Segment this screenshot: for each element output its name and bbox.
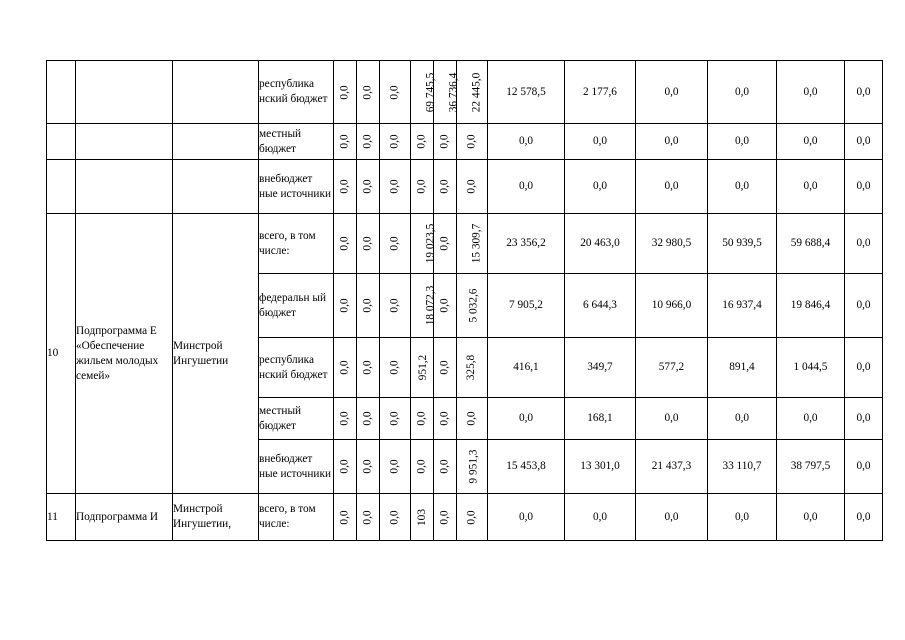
rotated-value-cell (411, 494, 434, 541)
value-cell: 0,0 (777, 398, 845, 440)
value-cell: 0,0 (777, 124, 845, 160)
rotated-value: 0,0 (438, 360, 451, 375)
rotated-value-cell (434, 214, 457, 274)
rotated-value: 0,0 (338, 509, 351, 525)
rotated-value: 0,0 (388, 509, 401, 525)
value-cell: 0,0 (845, 214, 883, 274)
rotated-value-cell (457, 398, 488, 440)
rotated-value-cell (380, 440, 411, 494)
rotated-value-cell (457, 274, 488, 338)
rotated-value: 0,0 (338, 298, 351, 313)
rotated-value: 0,0 (465, 179, 478, 194)
value-cell: 13 301,0 (565, 440, 636, 494)
value-cell: 577,2 (636, 338, 708, 398)
rotated-value: 0,0 (415, 134, 428, 149)
rotated-value-cell (411, 124, 434, 160)
rotated-value: 0,0 (438, 509, 451, 525)
rotated-value: 0,0 (338, 411, 351, 426)
value-cell: 0,0 (708, 124, 777, 160)
rotated-value-cell (357, 398, 380, 440)
rotated-value-cell (457, 214, 488, 274)
value-cell: 23 356,2 (488, 214, 565, 274)
rotated-value: 0,0 (388, 236, 401, 251)
value-cell: 0,0 (845, 398, 883, 440)
rotated-value-cell (434, 124, 457, 160)
value-cell: 0,0 (845, 124, 883, 160)
rotated-value: 0,0 (415, 179, 428, 194)
rotated-value-cell (334, 214, 357, 274)
empty-cell (47, 124, 76, 160)
rotated-value-cell (434, 274, 457, 338)
rotated-value: 0,0 (361, 509, 374, 525)
rotated-value-cell (380, 494, 411, 541)
rotated-value: 69 745,5 (424, 72, 437, 112)
rotated-value: 325,8 (465, 354, 478, 381)
rotated-value-cell (380, 124, 411, 160)
value-cell: 16 937,4 (708, 274, 777, 338)
table-row (47, 214, 883, 274)
value-cell: 0,0 (636, 160, 708, 214)
value-cell: 0,0 (777, 160, 845, 214)
rotated-value-cell (334, 61, 357, 124)
rotated-value: 0,0 (438, 459, 451, 474)
rotated-value: 951,2 (417, 354, 430, 381)
rotated-value-cell (411, 160, 434, 214)
rotated-value: 18 072,3 (424, 285, 437, 326)
rotated-value-cell (411, 214, 437, 274)
rotated-value: 0,0 (338, 459, 351, 474)
value-cell: 0,0 (488, 398, 565, 440)
rotated-value: 0,0 (415, 411, 428, 426)
value-cell: 7 905,2 (488, 274, 565, 338)
table-row (47, 160, 883, 214)
empty-cell (173, 124, 259, 160)
rotated-value: 0,0 (361, 298, 374, 313)
rotated-value-cell (334, 160, 357, 214)
rotated-value-cell (380, 398, 411, 440)
rotated-value: 0,0 (361, 84, 374, 100)
rotated-value: 0,0 (438, 179, 451, 194)
value-cell: 0,0 (636, 398, 708, 440)
rotated-value: 0,0 (388, 459, 401, 474)
rotated-value: 0,0 (338, 236, 351, 251)
value-cell: 19 846,4 (777, 274, 845, 338)
funding-source-cell: местный бюджет (259, 398, 334, 440)
rotated-value: 0,0 (438, 134, 451, 149)
rotated-value: 0,0 (438, 411, 451, 426)
rotated-value: 0,0 (438, 298, 451, 313)
value-cell: 0,0 (777, 61, 845, 124)
rotated-value-cell (357, 440, 380, 494)
rotated-value-cell (334, 338, 357, 398)
rotated-value: 0,0 (465, 411, 478, 426)
rotated-value-cell (380, 61, 411, 124)
rotated-value: 0,0 (388, 360, 401, 375)
rotated-value: 19 023,5 (424, 223, 437, 264)
rotated-value: 0,0 (388, 84, 401, 100)
funding-source-cell: всего, в том числе: (259, 214, 334, 274)
rotated-value-cell (357, 124, 380, 160)
rotated-value-cell (457, 494, 488, 541)
empty-cell (76, 124, 173, 160)
table-row (47, 494, 883, 541)
rotated-value: 0,0 (465, 134, 478, 149)
value-cell: 0,0 (488, 494, 565, 541)
rotated-value-cell (380, 214, 411, 274)
value-cell: 38 797,5 (777, 440, 845, 494)
rotated-value-cell (357, 160, 380, 214)
value-cell: 0,0 (565, 124, 636, 160)
value-cell: 20 463,0 (565, 214, 636, 274)
rotated-value-cell (334, 398, 357, 440)
value-cell: 12 578,5 (488, 61, 565, 124)
value-cell: 0,0 (777, 494, 845, 541)
rotated-value: 0,0 (361, 236, 374, 251)
value-cell: 891,4 (708, 338, 777, 398)
rotated-value: 36 736,4 (447, 72, 460, 112)
value-cell: 15 453,8 (488, 440, 565, 494)
rotated-value: 0,0 (338, 360, 351, 375)
rotated-value: 9 951,3 (467, 449, 480, 484)
funding-source-cell: республика нский бюджет (259, 61, 334, 124)
rotated-value: 0,0 (361, 360, 374, 375)
value-cell: 349,7 (565, 338, 636, 398)
value-cell: 0,0 (488, 160, 565, 214)
table-row (47, 124, 883, 160)
value-cell: 0,0 (488, 124, 565, 160)
rotated-value-cell (334, 440, 357, 494)
rotated-value-cell (334, 124, 357, 160)
value-cell: 0,0 (845, 61, 883, 124)
empty-cell (47, 160, 76, 214)
row-number: 10 (47, 214, 76, 494)
value-cell: 168,1 (565, 398, 636, 440)
value-cell: 0,0 (636, 494, 708, 541)
funding-source-cell: федеральн ый бюджет (259, 274, 334, 338)
executor-name: Минстрой Ингушетии, (173, 494, 259, 541)
rotated-value: 0,0 (361, 459, 374, 474)
value-cell: 0,0 (845, 274, 883, 338)
rotated-value-cell (411, 338, 434, 398)
funding-source-cell: местный бюджет (259, 124, 334, 160)
rotated-value-cell (380, 160, 411, 214)
table-row (47, 61, 883, 124)
value-cell: 0,0 (845, 494, 883, 541)
value-cell: 0,0 (565, 160, 636, 214)
rotated-value-cell (434, 494, 457, 541)
rotated-value: 103 (415, 508, 428, 526)
funding-source-cell: республика нский бюджет (259, 338, 334, 398)
value-cell: 0,0 (708, 494, 777, 541)
rotated-value-cell (411, 61, 437, 124)
rotated-value: 5 032,6 (467, 288, 480, 323)
value-cell: 50 939,5 (708, 214, 777, 274)
rotated-value-cell (457, 124, 488, 160)
rotated-value-cell (434, 338, 457, 398)
rotated-value: 0,0 (361, 134, 374, 149)
rotated-value: 0,0 (338, 134, 351, 149)
rotated-value-cell (434, 160, 457, 214)
value-cell: 0,0 (636, 61, 708, 124)
rotated-value-cell (457, 440, 488, 494)
empty-cell (76, 61, 173, 124)
empty-cell (47, 61, 76, 124)
rotated-value-cell (357, 494, 380, 541)
empty-cell (173, 160, 259, 214)
subprogram-name: Подпрограмма И (76, 494, 173, 541)
rotated-value: 0,0 (465, 509, 478, 525)
value-cell: 2 177,6 (565, 61, 636, 124)
rotated-value-cell (411, 398, 434, 440)
value-cell: 0,0 (708, 61, 777, 124)
rotated-value: 0,0 (361, 411, 374, 426)
value-cell: 0,0 (845, 440, 883, 494)
rotated-value-cell (457, 338, 488, 398)
table-body (47, 61, 883, 541)
value-cell: 59 688,4 (777, 214, 845, 274)
rotated-value: 0,0 (438, 236, 451, 251)
value-cell: 21 437,3 (636, 440, 708, 494)
value-cell: 0,0 (845, 338, 883, 398)
rotated-value: 22 445,0 (470, 72, 483, 112)
value-cell: 0,0 (565, 494, 636, 541)
rotated-value-cell (334, 274, 357, 338)
rotated-value: 0,0 (338, 179, 351, 194)
rotated-value-cell (434, 440, 457, 494)
rotated-value-cell (380, 274, 411, 338)
rotated-value-cell (357, 214, 380, 274)
funding-source-cell: внебюджет ные источники (259, 160, 334, 214)
rotated-value-cell (411, 274, 437, 338)
rotated-value-cell (411, 440, 434, 494)
rotated-value-cell (357, 274, 380, 338)
empty-cell (76, 160, 173, 214)
rotated-value: 0,0 (388, 179, 401, 194)
budget-table (46, 60, 883, 541)
rotated-value-cell (334, 494, 357, 541)
row-number: 11 (47, 494, 76, 541)
rotated-value: 0,0 (388, 298, 401, 313)
funding-source-cell: внебюджет ные источники (259, 440, 334, 494)
value-cell: 6 644,3 (565, 274, 636, 338)
value-cell: 416,1 (488, 338, 565, 398)
rotated-value: 0,0 (338, 84, 351, 100)
value-cell: 1 044,5 (777, 338, 845, 398)
subprogram-name: Подпрограмма Е «Обеспечение жильем молодых семей» (76, 214, 173, 494)
rotated-value-cell (380, 338, 411, 398)
value-cell: 0,0 (708, 160, 777, 214)
funding-source-cell: всего, в том числе: (259, 494, 334, 541)
executor-name: Минстрой Ингушетии (173, 214, 259, 494)
rotated-value: 0,0 (388, 411, 401, 426)
rotated-value: 0,0 (388, 134, 401, 149)
rotated-value: 15 309,7 (470, 223, 483, 264)
value-cell: 0,0 (708, 398, 777, 440)
rotated-value-cell (357, 338, 380, 398)
value-cell: 32 980,5 (636, 214, 708, 274)
value-cell: 0,0 (845, 160, 883, 214)
rotated-value: 0,0 (361, 179, 374, 194)
value-cell: 0,0 (636, 124, 708, 160)
value-cell: 10 966,0 (636, 274, 708, 338)
rotated-value-cell (457, 160, 488, 214)
rotated-value-cell (357, 61, 380, 124)
empty-cell (173, 61, 259, 124)
rotated-value: 0,0 (415, 459, 428, 474)
value-cell: 33 110,7 (708, 440, 777, 494)
rotated-value-cell (434, 398, 457, 440)
